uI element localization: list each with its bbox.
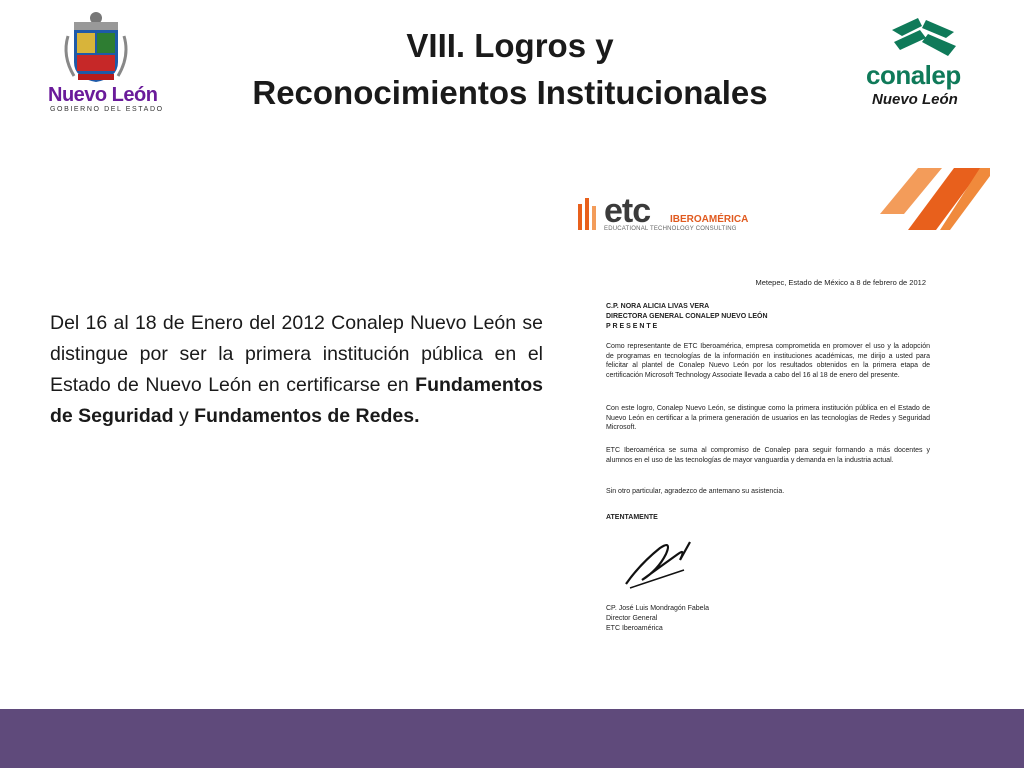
signer-org: ETC Iberoamérica bbox=[606, 625, 663, 632]
signature-icon bbox=[620, 534, 700, 594]
recipient-title: DIRECTORA GENERAL CONALEP NUEVO LEÓN bbox=[606, 313, 768, 320]
etc-brand: etc bbox=[604, 192, 651, 230]
nuevo-leon-wordmark: Nuevo León bbox=[48, 84, 158, 106]
footer-bar bbox=[0, 709, 1024, 768]
slide-title bbox=[180, 22, 840, 116]
letter-paragraph-4: Sin otro particular, agradezco de antemano su asistencia. bbox=[606, 488, 785, 495]
slide-title-line-2: Reconocimientos Institucionales bbox=[252, 74, 768, 111]
letterhead-stripes-icon bbox=[880, 168, 990, 234]
etc-bars-icon bbox=[576, 196, 602, 232]
description-bold-security: Fundamentos de Seguridad bbox=[50, 374, 543, 427]
letter-closing: ATENTAMENTE bbox=[606, 514, 658, 521]
achievement-description bbox=[50, 308, 543, 432]
letter-recipient bbox=[606, 302, 930, 332]
letter-paragraph-1: Como representante de ETC Iberoamérica, empresa comprometida en promover el uso y la adopción de programas en tecnologías de la información en instituciones académicas, me dirijo a usted para felicitar al plantel de Conalep Nuevo León por los resultados obtenidos en la primera etapa de certificación Microsoft Technology Associate llevada a cabo del 16 al 18 de enero del presente. bbox=[606, 343, 930, 379]
letter-date: Metepec, Estado de México a 8 de febrero de 2012 bbox=[755, 278, 926, 287]
slide-title-line-1: VIII. Logros y bbox=[406, 27, 614, 64]
etc-tagline: EDUCATIONAL TECHNOLOGY CONSULTING bbox=[604, 226, 737, 232]
description-bold-networks: Fundamentos de Redes. bbox=[194, 405, 420, 427]
etc-brand-sub: IBEROAMÉRICA bbox=[670, 214, 749, 225]
letter-paragraph-3: ETC Iberoamérica se suma al compromiso de Conalep para seguir formando a más docentes y alumnos en el uso de las tecnologías de mayor vanguardia y demanda en la industria actual. bbox=[606, 447, 930, 464]
nuevo-leon-subtitle: GOBIERNO DEL ESTADO bbox=[50, 106, 164, 113]
description-connector: y bbox=[173, 405, 195, 427]
description-intro: Del 16 al 18 de Enero del 2012 Conalep Nuevo León se distingue por ser la primera institución pública en el Estado de Nuevo León en certificarse en bbox=[50, 312, 543, 396]
letter-signer bbox=[606, 604, 930, 634]
conalep-wordmark: conalep bbox=[866, 60, 961, 90]
signer-title: Director General bbox=[606, 615, 658, 622]
signer-name: CP. José Luis Mondragón Fabela bbox=[606, 605, 709, 612]
recognition-letter bbox=[568, 166, 988, 640]
letter-paragraph-2: Con este logro, Conalep Nuevo León, se distingue como la primera institución pública en el Estado de Nuevo León en certificar a la primera generación de usuarios en las tecnologías de Redes y Seguridad Microsoft. bbox=[606, 405, 930, 431]
recipient-name: C.P. NORA ALICIA LIVAS VERA bbox=[606, 303, 710, 310]
recipient-present: P R E S E N T E bbox=[606, 323, 658, 330]
conalep-subtitle: Nuevo León bbox=[872, 91, 958, 108]
conalep-logo-icon bbox=[888, 16, 960, 62]
